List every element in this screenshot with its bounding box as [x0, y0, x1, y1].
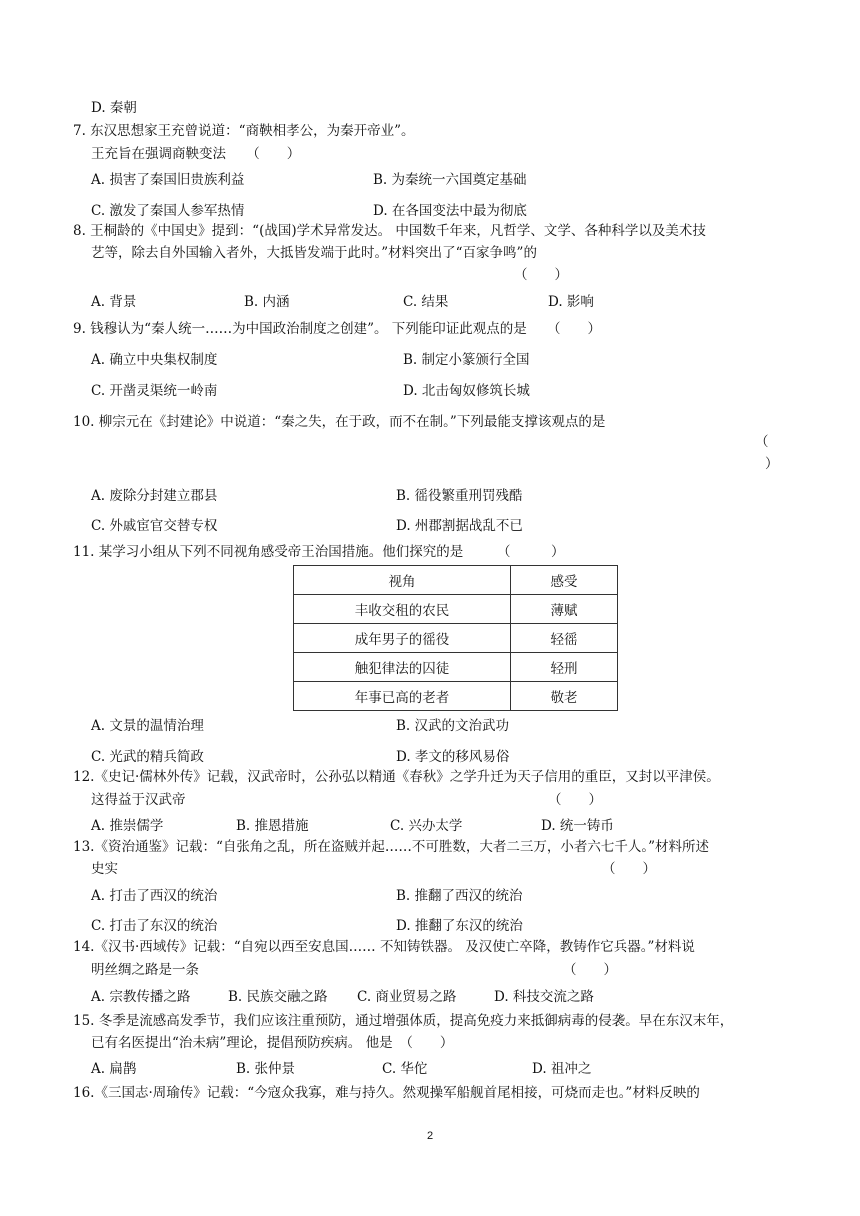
- q14-option-c: C. 商业贸易之路: [357, 989, 457, 1005]
- question-8-stem-cont: 艺等，除去自外国输入者外，大抵皆发端于此时。”材料突出了“百家争鸣”的: [91, 245, 537, 261]
- q14-option-a: A. 宗教传播之路: [91, 989, 191, 1005]
- q13-option-d: D. 推翻了东汉的统治: [396, 918, 523, 934]
- q14-option-d: D. 科技交流之路: [494, 989, 594, 1005]
- question-11-stem: 11. 某学习小组从下列不同视角感受帝王治国措施。他们探究的是 （ ）: [73, 544, 565, 560]
- table-cell: 轻刑: [511, 653, 618, 682]
- question-9-stem: 9. 钱穆认为“秦人统一……为中国政治制度之创建”。 下列能印证此观点的是 （ ）: [73, 321, 602, 337]
- question-7-stem: 7. 东汉思想家王充曾说道：“商鞅相孝公，为秦开帝业”。: [73, 123, 415, 139]
- q10-option-b: B. 徭役繁重刑罚残酷: [396, 488, 523, 504]
- question-10-paren-close: ）: [765, 456, 779, 472]
- q15-option-b: B. 张仲景: [236, 1061, 296, 1077]
- table-row: [294, 624, 618, 653]
- table-cell: 触犯律法的囚徒: [294, 653, 511, 682]
- perspective-table: [293, 565, 618, 711]
- q7-option-c: C. 激发了秦国人参军热情: [91, 203, 245, 219]
- table-cell: 轻徭: [511, 624, 618, 653]
- table-cell: 敬老: [511, 682, 618, 711]
- q11-option-c: C. 光武的精兵简政: [91, 749, 204, 765]
- question-8-stem: 8. 王桐龄的《中国史》提到：“(战国)学术异常发达。 中国数千年来，凡哲学、文学、各种科学以及美术技: [73, 223, 706, 239]
- q7-option-a: A. 损害了秦国旧贵族利益: [91, 172, 245, 188]
- q10-option-a: A. 废除分封建立郡县: [91, 488, 218, 504]
- table-cell: 丰收交租的农民: [294, 595, 511, 624]
- table-header-cell: 感受: [511, 566, 618, 595]
- q10-option-d: D. 州郡割据战乱不已: [396, 518, 523, 534]
- question-16-stem: 16.《三国志·周瑜传》记载：“今寇众我寡，难与持久。然观操军船舰首尾相接，可烧而走也。”材料反映的: [73, 1085, 700, 1101]
- q12-option-a: A. 推崇儒学: [91, 818, 164, 834]
- q7-option-d: D. 在各国变法中最为彻底: [373, 203, 527, 219]
- q8-option-b: B. 内涵: [244, 294, 290, 310]
- question-10-stem: 10. 柳宗元在《封建论》中说道：“秦之失，在于政，而不在制。”下列最能支撑该观点的是: [73, 414, 606, 430]
- q9-option-c: C. 开凿灵渠统一岭南: [91, 383, 218, 399]
- question-13-stem-cont: 史实: [91, 861, 118, 877]
- q15-option-a: A. 扁鹊: [91, 1061, 137, 1077]
- question-12-stem: 12.《史记·儒林外传》记载，汉武帝时，公孙弘以精通《春秋》之学升迁为天子信用的重臣，又封以平津侯。: [73, 769, 720, 785]
- question-7-prompt: 王充旨在强调商鞅变法 （ ）: [91, 146, 301, 162]
- question-15-stem-cont: 已有名医提出“治未病”理论，提倡预防疾病。 他是 （ ）: [91, 1035, 454, 1051]
- q8-option-a: A. 背景: [91, 294, 137, 310]
- q10-option-c: C. 外戚宦官交替专权: [91, 518, 218, 534]
- question-14-stem-cont: 明丝绸之路是一条: [91, 962, 199, 978]
- q15-option-d: D. 祖冲之: [532, 1061, 592, 1077]
- table-row: [294, 682, 618, 711]
- q11-option-d: D. 孝文的移风易俗: [396, 749, 510, 765]
- table-row: [294, 653, 618, 682]
- question-12-answer-paren: （ ）: [548, 792, 602, 808]
- table-cell: 薄赋: [511, 595, 618, 624]
- q13-option-c: C. 打击了东汉的统治: [91, 918, 218, 934]
- question-14-answer-paren: （ ）: [563, 962, 617, 978]
- q13-option-a: A. 打击了西汉的统治: [91, 888, 218, 904]
- q12-option-c: C. 兴办太学: [390, 818, 463, 834]
- table-row: [294, 595, 618, 624]
- q9-option-a: A. 确立中央集权制度: [91, 352, 218, 368]
- q12-option-d: D. 统一铸币: [541, 818, 614, 834]
- q11-option-b: B. 汉武的文治武功: [396, 718, 510, 734]
- question-14-stem: 14.《汉书·西域传》记载：“自宛以西至安息国…… 不知铸铁器。 及汉使亡卒降，教铸作它兵器。”材料说: [73, 939, 695, 955]
- page-number: 2: [426, 1130, 434, 1142]
- table-cell: 成年男子的徭役: [294, 624, 511, 653]
- q11-option-a: A. 文景的温情治理: [91, 718, 204, 734]
- question-15-stem: 15. 冬季是流感高发季节，我们应该注重预防，通过增强体质，提高免疫力来抵御病毒的侵袭。早在东汉末年，: [73, 1013, 734, 1029]
- q8-option-c: C. 结果: [403, 294, 449, 310]
- q9-option-b: B. 制定小篆颁行全国: [403, 352, 530, 368]
- table-cell: 年事已高的老者: [294, 682, 511, 711]
- q14-option-b: B. 民族交融之路: [228, 989, 328, 1005]
- q13-option-b: B. 推翻了西汉的统治: [396, 888, 523, 904]
- question-12-stem-cont: 这得益于汉武帝: [91, 792, 186, 808]
- question-8-answer-paren: （ ）: [514, 267, 568, 283]
- q6-option-d: D. 秦朝: [91, 100, 137, 116]
- q7-option-b: B. 为秦统一六国奠定基础: [373, 172, 527, 188]
- q9-option-d: D. 北击匈奴修筑长城: [403, 383, 530, 399]
- table-header-cell: 视角: [294, 566, 511, 595]
- question-13-stem: 13.《资治通鉴》记载：“自张角之乱，所在盗贼并起……不可胜数，大者二三万，小者六七千人。”材料所述: [73, 839, 710, 855]
- q15-option-c: C. 华佗: [382, 1061, 428, 1077]
- table-header-row: [294, 566, 618, 595]
- q8-option-d: D. 影响: [548, 294, 594, 310]
- question-10-paren-open: （: [755, 434, 769, 450]
- q12-option-b: B. 推恩措施: [236, 818, 309, 834]
- question-13-answer-paren: （ ）: [602, 861, 656, 877]
